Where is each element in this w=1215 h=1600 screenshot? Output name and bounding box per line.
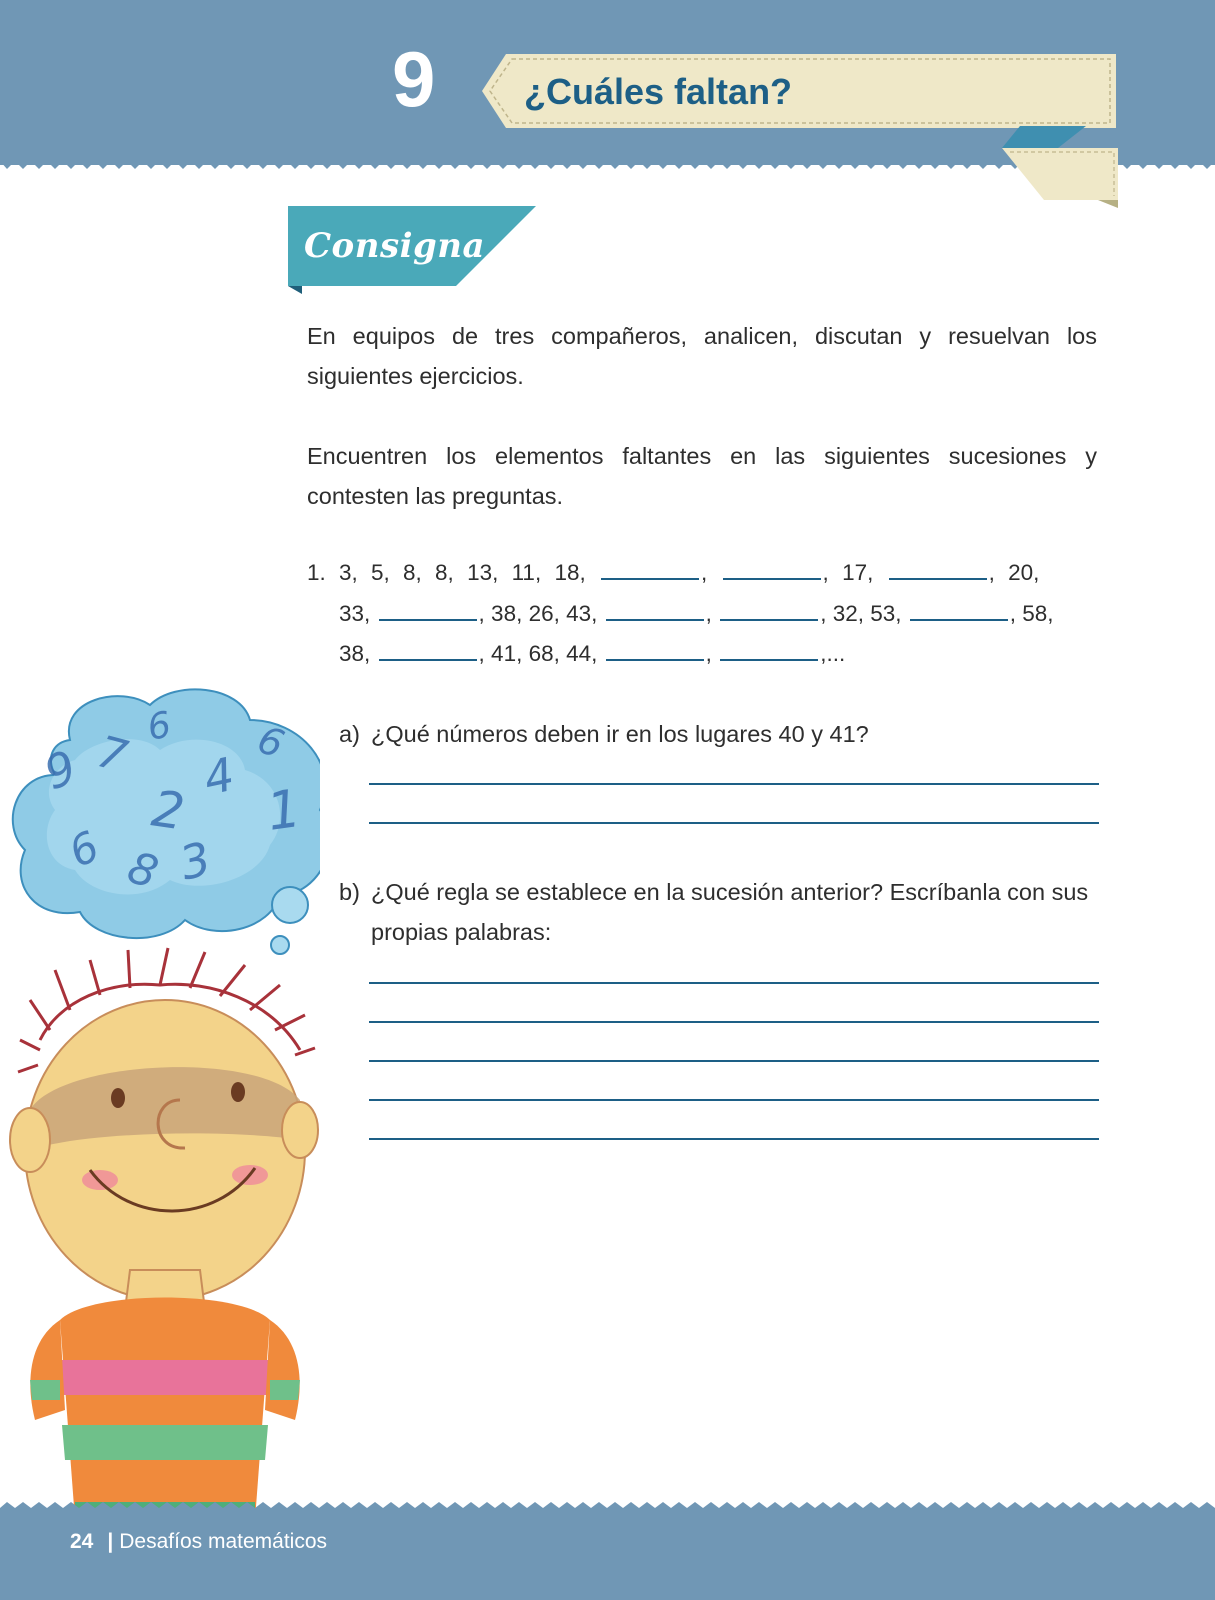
footer-separator: | bbox=[107, 1530, 114, 1553]
book-title: Desafíos matemáticos bbox=[119, 1530, 327, 1553]
svg-text:6: 6 bbox=[144, 704, 175, 749]
svg-text:4: 4 bbox=[199, 746, 239, 806]
svg-text:7: 7 bbox=[92, 726, 133, 783]
answer-line-b2[interactable] bbox=[369, 1021, 1099, 1023]
sequence-values: , 41, 68, 44, bbox=[478, 641, 598, 666]
answer-blank[interactable] bbox=[720, 637, 818, 661]
svg-text:1: 1 bbox=[263, 778, 305, 843]
sequence-values: 33, bbox=[339, 601, 371, 626]
footer-band bbox=[0, 1508, 1215, 1600]
sequence-values: ,... bbox=[820, 641, 846, 666]
question-a-letter: a) bbox=[339, 721, 360, 747]
sequence-separator: , bbox=[701, 560, 708, 585]
sequence-values: , 38, 26, 43, bbox=[478, 601, 598, 626]
sequence-row-2 bbox=[339, 597, 1054, 631]
answer-line-b3[interactable] bbox=[369, 1060, 1099, 1062]
sequence-values: 38, bbox=[339, 641, 371, 666]
svg-text:6: 6 bbox=[251, 717, 290, 767]
thought-cloud bbox=[13, 689, 320, 954]
sequence-separator: , bbox=[705, 641, 712, 666]
sequence-separator: , bbox=[705, 601, 712, 626]
sequence-values: , 32, 53, bbox=[820, 601, 902, 626]
answer-blank[interactable] bbox=[379, 597, 477, 621]
page-number: 24 bbox=[70, 1530, 94, 1553]
sequence-values: 17, bbox=[842, 560, 874, 585]
svg-text:2: 2 bbox=[148, 779, 188, 842]
answer-blank[interactable] bbox=[720, 597, 818, 621]
boy-thinking-illustration bbox=[0, 680, 320, 1520]
question-a-text: ¿Qué números deben ir en los lugares 40 y 41? bbox=[371, 721, 869, 747]
answer-blank[interactable] bbox=[723, 556, 821, 580]
answer-blank[interactable] bbox=[910, 597, 1008, 621]
exercise-number: 1. bbox=[307, 560, 326, 585]
answer-blank[interactable] bbox=[889, 556, 987, 580]
sequence-values: , 58, bbox=[1009, 601, 1054, 626]
page-title: ¿Cuáles faltan? bbox=[524, 71, 793, 112]
answer-line-a2[interactable] bbox=[369, 822, 1099, 824]
svg-text:3: 3 bbox=[174, 831, 217, 891]
boy-body bbox=[30, 1270, 300, 1520]
lesson-number: 9 bbox=[392, 35, 436, 123]
banner-fold-ribbon bbox=[1002, 126, 1126, 210]
sequence-separator: , bbox=[822, 560, 829, 585]
footer bbox=[70, 1530, 327, 1554]
svg-text:9: 9 bbox=[37, 739, 84, 801]
instruction-paragraph-1: En equipos de tres compañeros, analicen, discutan y resuelvan los siguientes ejercicios. bbox=[307, 323, 1097, 389]
consigna-label: Consigna bbox=[304, 226, 486, 266]
sequence-values: 20, bbox=[1008, 560, 1040, 585]
sequence-separator: , bbox=[988, 560, 995, 585]
answer-blank[interactable] bbox=[606, 597, 704, 621]
svg-text:6: 6 bbox=[61, 821, 107, 878]
answer-line-a1[interactable] bbox=[369, 783, 1099, 785]
sequence-values: 3, 5, 8, 8, 13, 11, 18, bbox=[339, 560, 586, 585]
instruction-paragraph-2: Encuentren los elementos faltantes en las siguientes sucesiones y contesten las preguntas. bbox=[307, 443, 1097, 509]
sequence-row-1 bbox=[339, 556, 1039, 590]
svg-text:8: 8 bbox=[121, 841, 164, 900]
answer-line-b4[interactable] bbox=[369, 1099, 1099, 1101]
answer-blank[interactable] bbox=[601, 556, 699, 580]
answer-line-b1[interactable] bbox=[369, 982, 1099, 984]
answer-line-b5[interactable] bbox=[369, 1138, 1099, 1140]
answer-blank[interactable] bbox=[379, 637, 477, 661]
sequence-row-3 bbox=[339, 637, 845, 671]
question-b-text: ¿Qué regla se establece en la sucesión anterior? Escríbanla con sus propias palabras: bbox=[371, 879, 1089, 945]
answer-blank[interactable] bbox=[606, 637, 704, 661]
question-b-letter: b) bbox=[339, 879, 360, 905]
boy-head bbox=[10, 1000, 318, 1300]
